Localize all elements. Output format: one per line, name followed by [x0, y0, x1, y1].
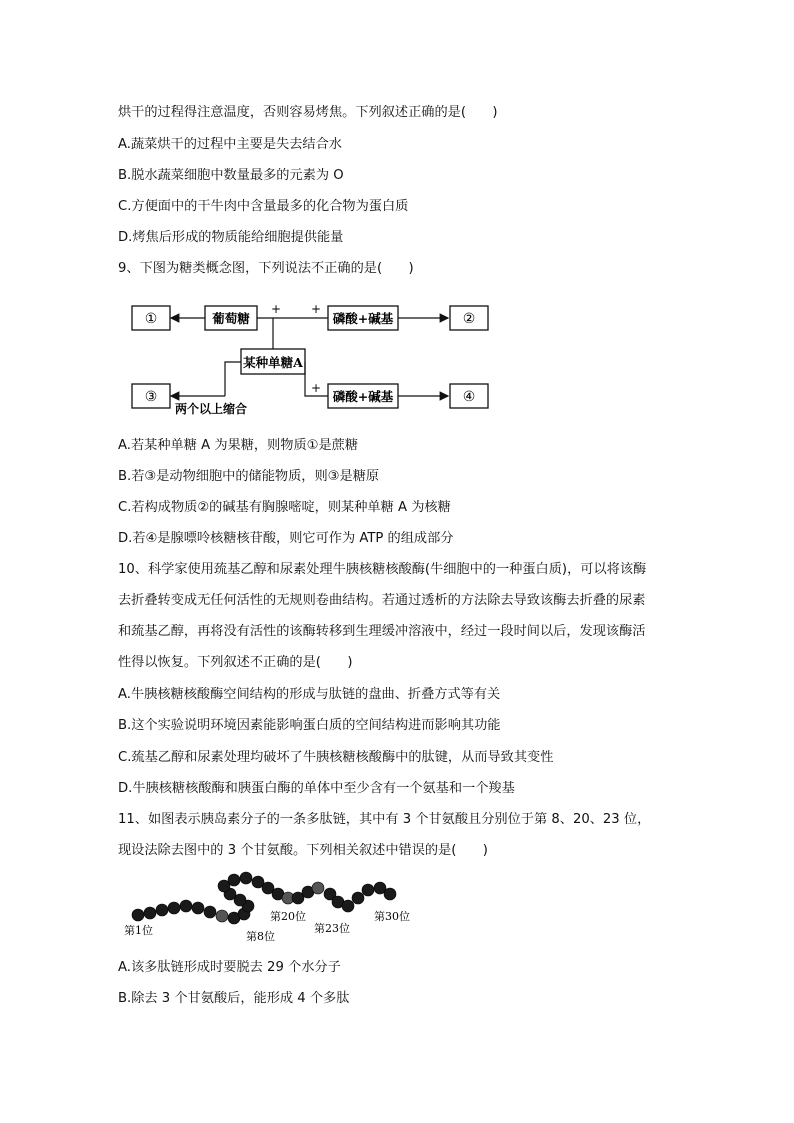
q10-option-b: B.这个实验说明环境因素能影响蛋白质的空间结构进而影响其功能: [118, 718, 501, 733]
plus-sign-bottom: +: [311, 381, 322, 395]
label-position-1: 第1位: [124, 924, 153, 937]
q11-option-a: A.该多肽链形成时要脱去 29 个水分子: [118, 960, 341, 975]
amino-acid-bead: [132, 909, 144, 921]
q9-option-d: D.若④是腺嘌呤核糖核苷酸，则它可作为 ATP 的组成部分: [118, 531, 454, 546]
glucose-label: 葡萄糖: [212, 311, 250, 326]
q10-option-c: C.巯基乙醇和尿素处理均破坏了牛胰核糖核酸酶中的肽键，从而导致其变性: [118, 750, 554, 765]
plus-sign-glucose: +: [271, 302, 282, 316]
plus-sign-top: +: [311, 302, 322, 316]
amino-acid-bead: [216, 910, 228, 922]
q8-option-d: D.烤焦后形成的物质能给细胞提供能量: [118, 230, 344, 245]
center-to-glucose-line: [257, 318, 273, 349]
sugar-concept-diagram: [125, 296, 505, 420]
label-position-23: 第23位: [314, 922, 350, 935]
amino-acid-bead: [240, 872, 252, 884]
q9-stem: 9、下图为糖类概念图，下列说法不正确的是( ): [118, 261, 414, 276]
box-3-label: ③: [144, 389, 158, 405]
amino-acid-beads: [132, 872, 396, 924]
q9-option-a: A.若某种单糖 A 为果糖，则物质①是蔗糖: [118, 438, 359, 453]
q10-option-d: D.牛胰核糖核酸酶和胰蛋白酶的单体中至少含有一个氨基和一个羧基: [118, 781, 515, 796]
phosphate-base-bottom-label: 磷酸+碱基: [332, 389, 394, 404]
polypeptide-chain-figure: [118, 868, 428, 948]
amino-acid-bead: [362, 884, 374, 896]
q10-stem-line-3: 和巯基乙醇，再将没有活性的该酶转移到生理缓冲溶液中，经过一段时间以后，发现该酶活: [118, 624, 646, 639]
q10-option-a: A.牛胰核糖核酸酶空间结构的形成与肽链的盘曲、折叠方式等有关: [118, 687, 501, 702]
q10-stem-line-4: 性得以恢复。下列叙述不正确的是( ): [118, 655, 353, 670]
box-2-label: ②: [462, 311, 476, 327]
q11-stem-line-2: 现设法除去图中的 3 个甘氨酸。下列相关叙述中错误的是( ): [118, 843, 488, 858]
amino-acid-bead: [352, 892, 364, 904]
q8-stem-tail: 烘干的过程得注意温度，否则容易烤焦。下列叙述正确的是( ): [118, 105, 498, 120]
amino-acid-bead: [168, 902, 180, 914]
box-4-label: ④: [462, 389, 476, 405]
condense-label: 两个以上缩合: [175, 402, 248, 416]
q10-stem-line-2: 去折叠转变成无任何活性的无规则卷曲结构。若通过透析的方法除去导致该酶去折叠的尿素: [118, 593, 646, 608]
q8-option-a: A.蔬菜烘干的过程中主要是失去结合水: [118, 137, 342, 152]
amino-acid-bead: [204, 906, 216, 918]
q9-option-c: C.若构成物质②的碱基有胸腺嘧啶，则某种单糖 A 为核糖: [118, 500, 451, 515]
q8-option-b: B.脱水蔬菜细胞中数量最多的元素为 O: [118, 168, 344, 183]
amino-acid-bead: [312, 882, 324, 894]
q11-stem-line-1: 11、如图表示胰岛素分子的一条多肽链，其中有 3 个甘氨酸且分别位于第 8、20、23 位，: [118, 812, 651, 827]
box-1-label: ①: [144, 311, 158, 327]
amino-acid-bead: [180, 900, 192, 912]
amino-acid-bead: [384, 888, 396, 900]
amino-acid-bead: [144, 907, 156, 919]
q8-option-c: C.方便面中的干牛肉中含量最多的化合物为蛋白质: [118, 199, 409, 214]
label-position-20: 第20位: [270, 910, 306, 923]
label-position-30: 第30位: [374, 910, 410, 923]
center-to-condense-line: [225, 362, 241, 396]
amino-acid-bead: [342, 900, 354, 912]
q10-stem-line-1: 10、科学家使用巯基乙醇和尿素处理牛胰核糖核酸酶(牛细胞中的一种蛋白质)，可以将该酶: [118, 562, 647, 577]
q11-option-b: B.除去 3 个甘氨酸后，能形成 4 个多肽: [118, 991, 350, 1006]
amino-acid-bead: [156, 904, 168, 916]
amino-acid-bead: [228, 874, 240, 886]
amino-acid-bead: [192, 902, 204, 914]
label-position-8: 第8位: [246, 930, 275, 943]
center-sugar-label: 某种单糖A: [243, 355, 303, 370]
phosphate-base-top-label: 磷酸+碱基: [332, 311, 394, 326]
q9-option-b: B.若③是动物细胞中的储能物质，则③是糖原: [118, 469, 380, 484]
